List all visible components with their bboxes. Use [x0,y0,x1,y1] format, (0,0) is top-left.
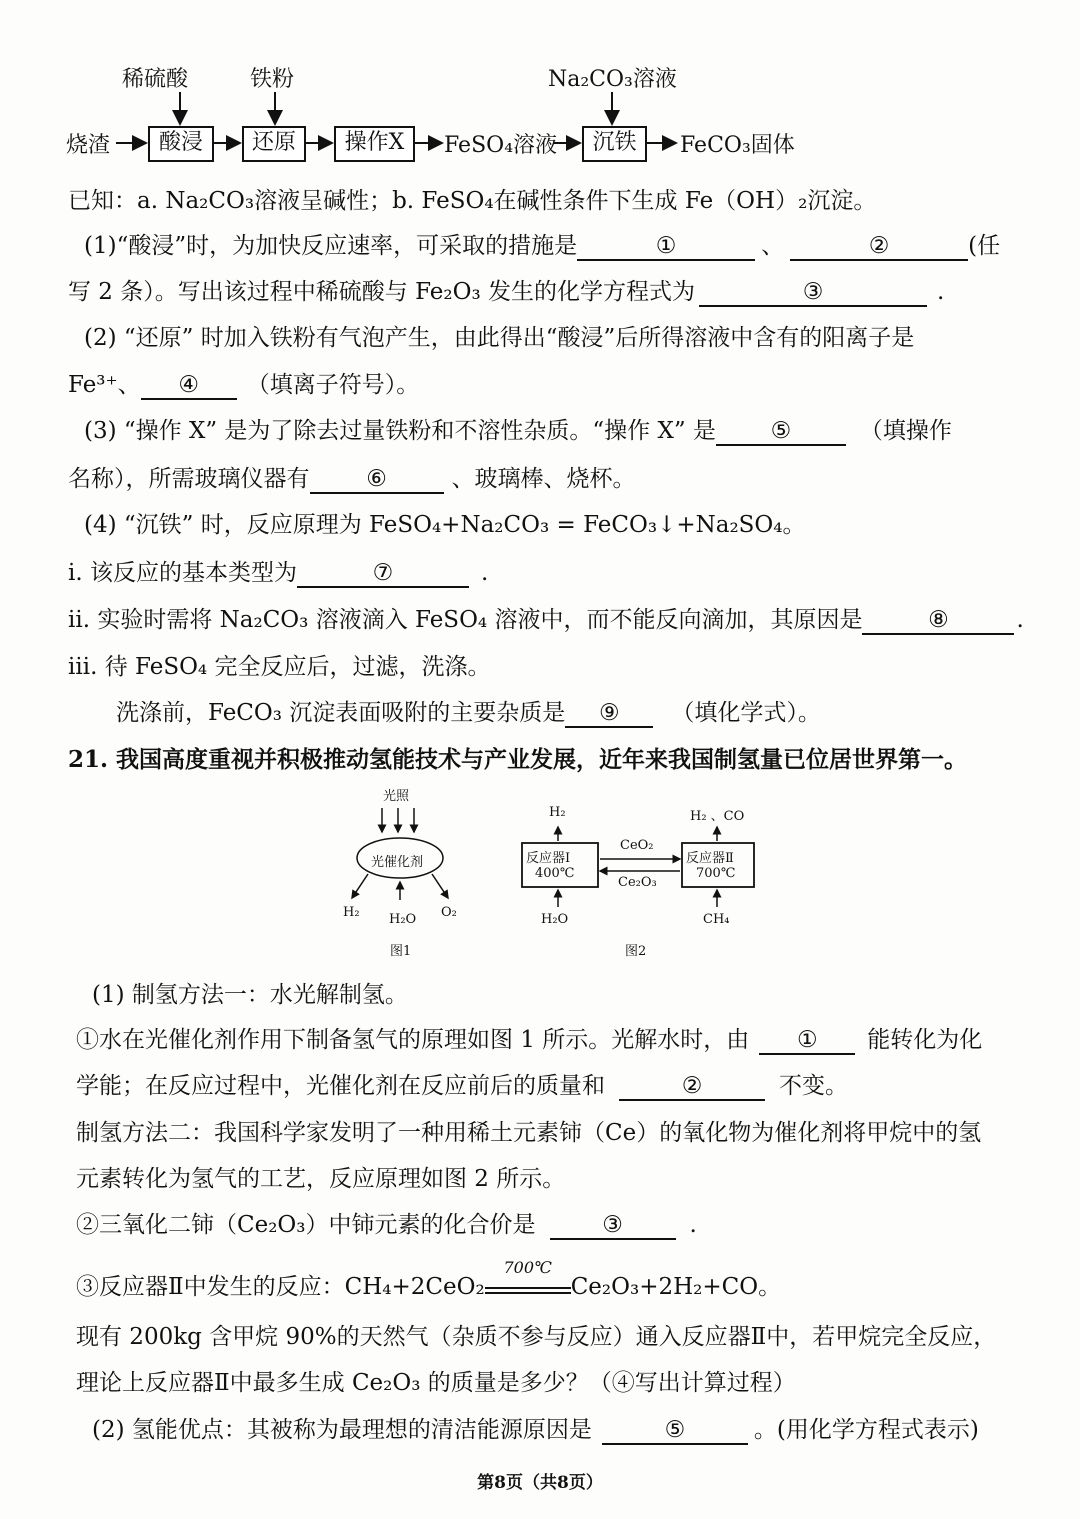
blank-6[interactable]: ⑥ [310,466,444,494]
page-footer: 第8页（共8页） [477,1473,603,1493]
blank-3[interactable]: ③ [699,279,927,307]
q21-s4-line1: 现有 200kg 含甲烷 90%的天然气（杂质不参与反应）通入反应器Ⅱ中，若甲烷完全反应， [76,1324,997,1350]
blank-1[interactable]: ① [577,233,755,261]
q21-part2: (2) 氢能优点：其被称为最理想的清洁能源原因是 ⑤ 。(用化学方程式表示) [92,1417,979,1443]
blank-5[interactable]: ⑤ [716,418,846,446]
fig2-reactor-2-temp: 700℃ [696,866,736,881]
q21-blank-3[interactable]: ③ [550,1212,676,1240]
fig2-r2-top-label: H₂ 、CO [690,809,745,824]
equation-condition: 700℃ [485,1275,571,1294]
q21-method-2-line1: 制氢方法二：我国科学家发明了一种用稀土元素铈（Ce）的氧化物为催化剂将甲烷中的氢 [76,1120,982,1146]
q20-part4-ii: ⅱ. 实验时需将 Na₂CO₃ 溶液滴入 FeSO₄ 溶液中，而不能反向滴加，其原因是 ⑧ . [68,607,1024,633]
q21-s2: ②三氧化二铈（Ce₂O₃）中铈元素的化合价是 ③ . [76,1212,697,1238]
q20-part4-iii: ⅲ. 待 FeSO₄ 完全反应后，过滤，洗涤。 [68,654,491,680]
q20-part3-line1: (3) “操作 X” 是为了除去过量铁粉和不溶性杂质。“操作 X” 是 ⑤ （填操作 [84,418,952,444]
q21-s4-line2: 理论上反应器Ⅱ中最多生成 Ce₂O₃ 的质量是多少？（④写出计算过程） [76,1370,796,1396]
known-conditions: 已知：a. Na₂CO₃溶液呈碱性；b. FeSO₄在碱性条件下生成 Fe（OH）₂沉淀。 [68,188,877,214]
q21-blank-2[interactable]: ② [619,1073,765,1101]
fig2-reactor-1-temp: 400℃ [535,866,575,881]
o2-out-arrow [432,874,448,898]
q21-s3: ③反应器Ⅱ中发生的反应：CH₄+2CeO₂ 700℃ Ce₂O₃+2H₂+CO。 [76,1258,782,1300]
fig2-caption: 图2 [625,944,647,959]
flow-start: 烧渣 [66,133,111,158]
q21-method-2-line2: 元素转化为氢气的工艺，反应原理如图 2 所示。 [76,1166,566,1192]
q20-part1-line2: 写 2 条）。写出该过程中稀硫酸与 Fe₂O₃ 发生的化学方程式为 ③ . [68,279,945,305]
q21-blank-5[interactable]: ⑤ [602,1417,748,1445]
q20-part1-line1: (1)“酸浸”时，为加快反应速率，可采取的措施是 ① 、 ② (任 [84,233,1001,259]
input-sodium-carbonate: Na₂CO₃溶液 [548,67,677,92]
fig2-ceo2-label: CeO₂ [620,838,654,853]
q21-method-1: (1) 制氢方法一：水光解制氢。 [92,982,408,1008]
q21-s1-line1: ①水在光催化剂作用下制备氢气的原理如图 1 所示。光解水时，由 ① 能转化为化 [76,1027,983,1053]
q20-part2-line1: (2) “还原” 时加入铁粉有气泡产生，由此得出“酸浸”后所得溶液中含有的阳离子是 [84,325,915,351]
fig1-catalyst-label: 光催化剂 [371,855,424,870]
q20-part3-line2: 名称），所需玻璃仪器有 ⑥ 、玻璃棒、烧杯。 [68,466,636,492]
blank-2[interactable]: ② [790,233,968,261]
fig1-o2-label: O₂ [441,905,457,920]
fig1-caption: 图1 [390,944,412,959]
fig2-reactor-2-name: 反应器Ⅱ [686,851,734,866]
flow-box-acid-leach: 酸浸 [148,126,214,162]
q21-blank-1[interactable]: ① [759,1027,855,1055]
q20-part4-i: ⅰ. 该反应的基本类型为 ⑦ . [68,560,489,586]
h2-out-arrow [352,874,368,898]
input-dilute-sulfuric-acid: 稀硫酸 [122,67,189,92]
q20-part2-line2: Fe³⁺、 ④ （填离子符号）。 [68,372,420,398]
flow-box-iron-precipitation: 沉铁 [582,126,647,162]
fig2-ce2o3-label: Ce₂O₃ [618,875,657,890]
blank-4[interactable]: ④ [141,372,237,400]
q20-part4-reaction: (4) “沉铁” 时，反应原理为 FeSO₄+Na₂CO₃ = FeCO₃↓+Na₂SO₄。 [84,512,806,538]
blank-7[interactable]: ⑦ [297,560,469,588]
q21-s1-line2: 学能；在反应过程中，光催化剂在反应前后的质量和 ② 不变。 [76,1073,848,1099]
flow-box-operation-x: 操作X [334,126,415,162]
fig2-ch4-label: CH₄ [703,912,730,927]
flow-feco3-solid: FeCO₃固体 [680,133,795,158]
fig1-light-label: 光照 [383,789,410,804]
blank-9[interactable]: ⑨ [565,700,653,728]
q20-part4-iv: 洗涤前，FeCO₃ 沉淀表面吸附的主要杂质是 ⑨ （填化学式）。 [116,700,821,726]
blank-8[interactable]: ⑧ [862,607,1014,635]
q21-title: 21. 我国高度重视并积极推动氢能技术与产业发展，近年来我国制氢量已位居世界第一。 [68,746,968,773]
flow-feso4-solution: FeSO₄溶液 [444,133,558,158]
fig2-h2o-label: H₂O [541,912,569,927]
fig2-reactor-1-name: 反应器Ⅰ [526,851,571,866]
flow-box-reduction: 还原 [242,126,306,162]
fig1-h2-label: H₂ [343,905,360,920]
fig1-h2o-label: H₂O [389,912,417,927]
fig2-r1-top-label: H₂ [549,805,566,820]
input-iron-powder: 铁粉 [250,67,295,92]
